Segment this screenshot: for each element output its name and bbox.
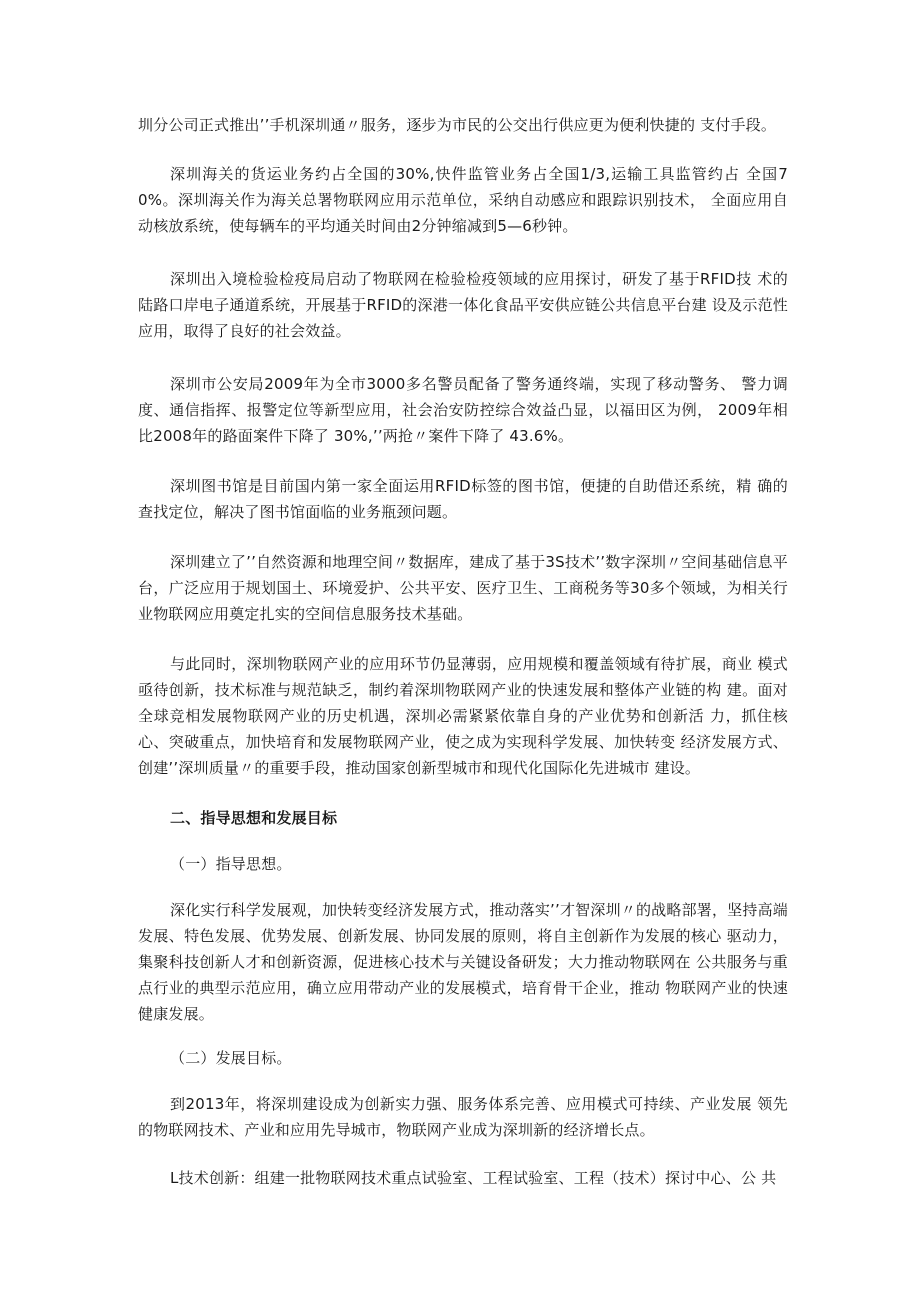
paragraph-customs: 深圳海关的货运业务约占全国的30%,快件监管业务占全国1/3,运输工具监管约占 全国70%。深圳海关作为海关总署物联网应用示范单位，采纳自动感应和跟踪识别技术， 全面应用自动核放系统，使每辆车的平均通关时间由2分钟缩减到5—6秒钟。 xyxy=(138,165,788,235)
paragraph-library: 深圳图书馆是目前国内第一家全面运用RFID标签的图书馆，便捷的自助借还系统，精 确的查找定位，解决了图书馆面临的业务瓶颈问题。 xyxy=(138,477,788,521)
document-page xyxy=(138,112,788,1191)
paragraph-challenges: 与此同时，深圳物联网产业的应用环节仍显薄弱，应用规模和覆盖领域有待扩展，商业 模式亟待创新，技术标准与规范缺乏，制约着深圳物联网产业的快速发展和整体产业链的构 建。面对全球竞相发展物联网产业的历史机遇，深圳必需紧紧依靠自身的产业优势和创新活 力，抓住核心、突破重点，加快培育和发展物联网产业，使之成为实现科学发展、加快转变 经济发展方式、创建’’深圳质量〃的重要手段，推动国家创新型城市和现代化国际化先进城市 建设。 xyxy=(138,655,788,777)
paragraph-guiding-ideology: 深化实行科学发展观，加快转变经济发展方式，推动落实’’才智深圳〃的战略部署，坚持高端发展、特色发展、优势发展、创新发展、协同发展的原则，将自主创新作为发展的核心 驱动力，集聚科技创新人才和创新资源，促进核心技术与关键设备研发；大力推动物联网在 公共服务与重点行业的典型示范应用，确立应用带动产业的发展模式，培育骨干企业，推动 物联网产业的快速健康发展。 xyxy=(138,901,788,1023)
paragraph-tech-innovation: L技术创新：组建一批物联网技术重点试验室、工程试验室、工程（技术）探讨中心、公 共 xyxy=(170,1169,777,1187)
subheading-development-goals: （二）发展目标。 xyxy=(170,1049,292,1067)
paragraph-geo-database: 深圳建立了’’自然资源和地理空间〃数据库，建成了基于3S技术’’数字深圳〃空间基础信息平台，广泛应用于规划国土、环境爱护、公共平安、医疗卫生、工商税务等30多个领域，为相关行业物联网应用奠定扎实的空间信息服务技术基础。 xyxy=(138,553,788,623)
paragraph-police: 深圳市公安局2009年为全市3000多名警员配备了警务通终端，实现了移动警务、 警力调度、通信指挥、报警定位等新型应用，社会治安防控综合效益凸显，以福田区为例， 2009年相比2008年的路面案件下降了 30%,’’两抢〃案件下降了 43.6%。 xyxy=(138,375,788,445)
paragraph-inspection: 深圳出入境检验检疫局启动了物联网在检验检疫领域的应用探讨，研发了基于RFID技 术的陆路口岸电子通道系统，开展基于RFID的深港一体化食品平安供应链公共信息平台建 设及示范性应用，取得了良好的社会效益。 xyxy=(138,270,788,340)
section-heading: 二、指导思想和发展目标 xyxy=(170,809,338,827)
subheading-guiding-ideology: （一）指导思想。 xyxy=(170,855,292,873)
paragraph-goals-2013: 到2013年，将深圳建设成为创新实力强、服务体系完善、应用模式可持续、产业发展 领先的物联网技术、产业和应用先导城市，物联网产业成为深圳新的经济增长点。 xyxy=(138,1095,788,1139)
paragraph-continuation: 圳分公司正式推出’’手机深圳通〃服务，逐步为市民的公交出行供应更为便利快捷的 支付手段。 xyxy=(138,116,777,134)
